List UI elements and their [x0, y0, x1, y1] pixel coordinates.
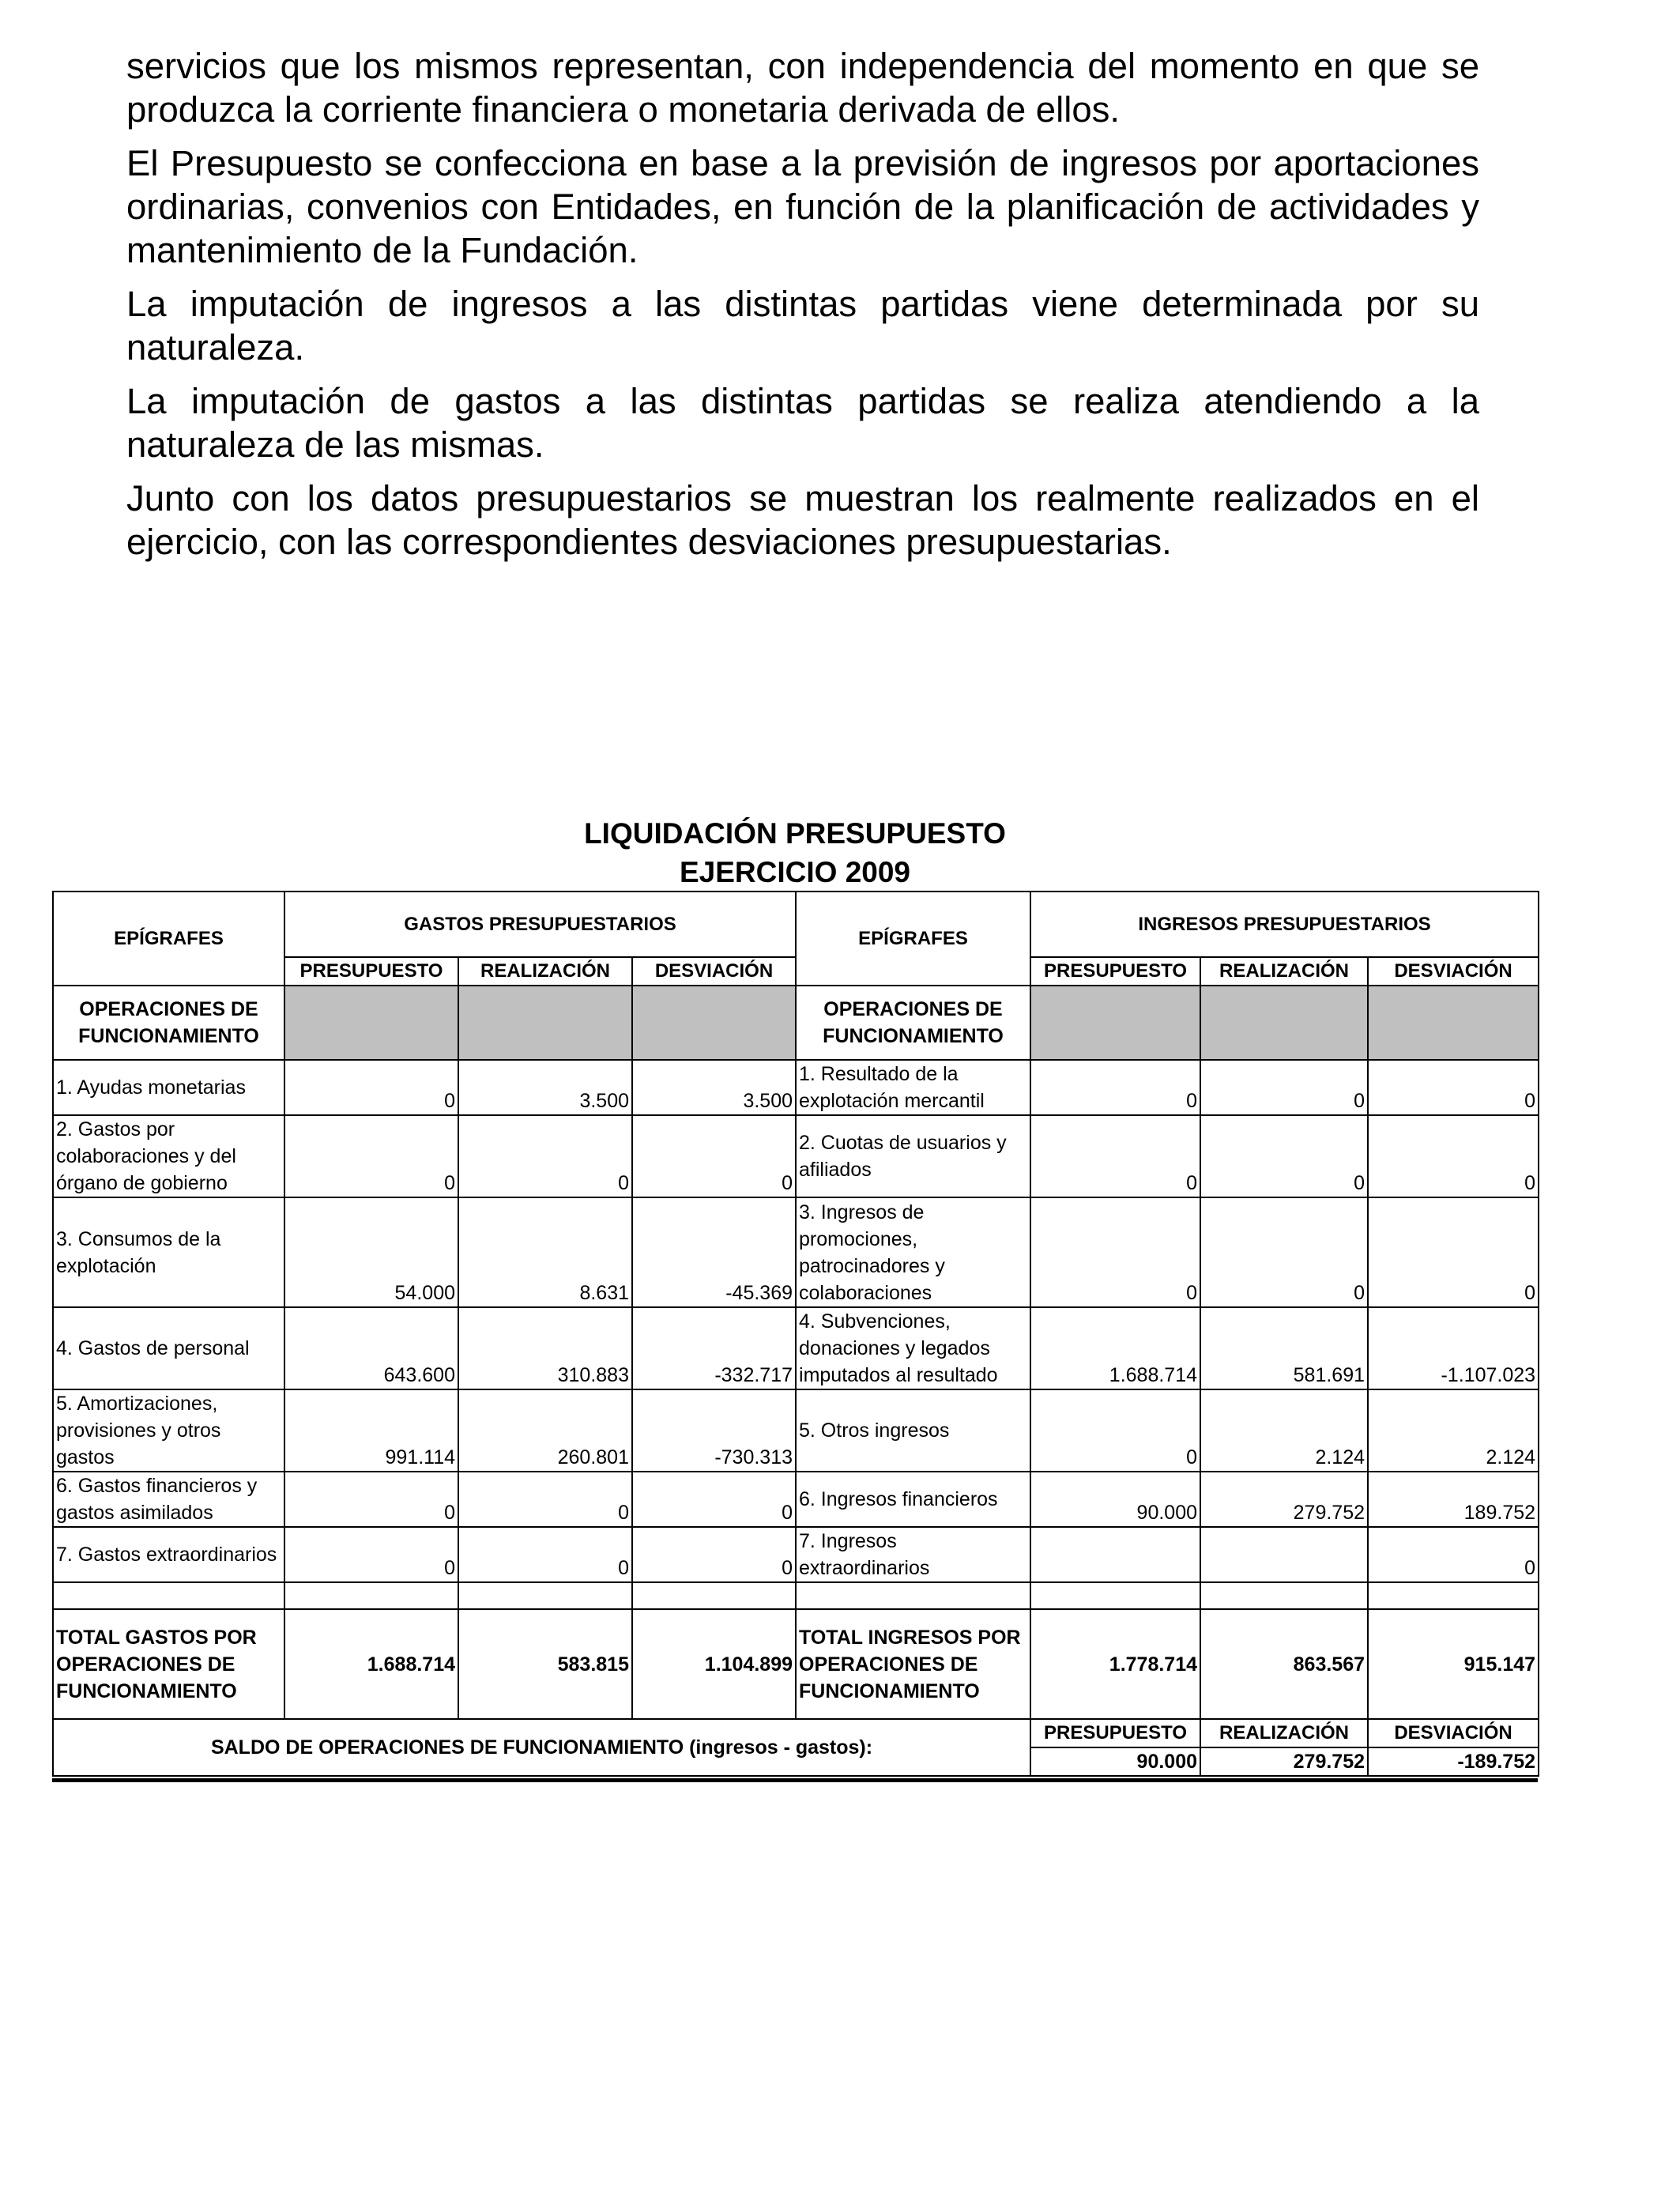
shaded-cell: [632, 986, 796, 1060]
col-desviacion: DESVIACIÓN: [632, 957, 796, 986]
empty-cell: [1030, 1582, 1200, 1609]
epigrafes-header: EPÍGRAFES: [53, 892, 284, 986]
gasto-label: 5. Amortizaciones, provisiones y otros gastos: [53, 1389, 284, 1472]
ingreso-desviacion: 0: [1368, 1197, 1539, 1307]
ingreso-desviacion: 0: [1368, 1115, 1539, 1197]
paragraph: La imputación de ingresos a las distintas partidas viene determinada por su naturaleza.: [126, 284, 1479, 368]
ingreso-label: 7. Ingresos extraordinarios: [796, 1527, 1030, 1582]
total-ingresos-realizacion: 863.567: [1200, 1609, 1368, 1719]
ingreso-label: 4. Subvenciones, donaciones y legados imputados al resultado: [796, 1307, 1030, 1389]
gasto-realizacion: 310.883: [458, 1307, 632, 1389]
gasto-presupuesto: 54.000: [284, 1197, 458, 1307]
table-row: [53, 1060, 1539, 1115]
empty-cell: [458, 1582, 632, 1609]
ingreso-presupuesto: 90.000: [1030, 1472, 1200, 1527]
col-presupuesto: PRESUPUESTO: [284, 957, 458, 986]
saldo-col-realizacion: REALIZACIÓN: [1200, 1719, 1368, 1747]
ingreso-presupuesto: [1030, 1527, 1200, 1582]
gastos-header: GASTOS PRESUPUESTARIOS: [284, 892, 796, 957]
section-ingresos: OPERACIONES DE FUNCIONAMIENTO: [796, 986, 1030, 1060]
ingreso-desviacion: 0: [1368, 1527, 1539, 1582]
total-ingresos-desviacion: 915.147: [1368, 1609, 1539, 1719]
gasto-presupuesto: 0: [284, 1527, 458, 1582]
saldo-desviacion: -189.752: [1368, 1747, 1539, 1776]
ingresos-header: INGRESOS PRESUPUESTARIOS: [1030, 892, 1539, 957]
empty-cell: [1368, 1582, 1539, 1609]
ingreso-desviacion: 0: [1368, 1060, 1539, 1115]
ingreso-realizacion: 2.124: [1200, 1389, 1368, 1472]
table-bottom-rule: [52, 1778, 1538, 1782]
col-desviacion: DESVIACIÓN: [1368, 957, 1539, 986]
ingreso-realizacion: 0: [1200, 1115, 1368, 1197]
gasto-presupuesto: 643.600: [284, 1307, 458, 1389]
gasto-realizacion: 0: [458, 1527, 632, 1582]
gasto-realizacion: 0: [458, 1472, 632, 1527]
table-row: [53, 1527, 1539, 1582]
ingreso-desviacion: -1.107.023: [1368, 1307, 1539, 1389]
saldo-label: SALDO DE OPERACIONES DE FUNCIONAMIENTO (ingresos - gastos):: [53, 1719, 1030, 1776]
ingreso-desviacion: 2.124: [1368, 1389, 1539, 1472]
shaded-cell: [284, 986, 458, 1060]
table-row: [53, 1197, 1539, 1307]
ingreso-realizacion: 0: [1200, 1060, 1368, 1115]
ingreso-presupuesto: 0: [1030, 1115, 1200, 1197]
total-gastos-presupuesto: 1.688.714: [284, 1609, 458, 1719]
gasto-desviacion: 0: [632, 1115, 796, 1197]
ingreso-realizacion: [1200, 1527, 1368, 1582]
shaded-cell: [1200, 986, 1368, 1060]
table-row: [53, 1307, 1539, 1389]
gasto-desviacion: 3.500: [632, 1060, 796, 1115]
gasto-realizacion: 3.500: [458, 1060, 632, 1115]
saldo-realizacion: 279.752: [1200, 1747, 1368, 1776]
total-gastos-realizacion: 583.815: [458, 1609, 632, 1719]
gasto-label: 6. Gastos financieros y gastos asimilados: [53, 1472, 284, 1527]
gasto-label: 4. Gastos de personal: [53, 1307, 284, 1389]
paragraph: Junto con los datos presupuestarios se muestran los realmente realizados en el ejercicio, con las correspondientes desviaciones presupuestarias.: [126, 478, 1479, 562]
gasto-presupuesto: 0: [284, 1472, 458, 1527]
empty-cell: [632, 1582, 796, 1609]
empty-cell: [796, 1582, 1030, 1609]
saldo-col-desviacion: DESVIACIÓN: [1368, 1719, 1539, 1747]
gasto-label: 1. Ayudas monetarias: [53, 1060, 284, 1115]
gasto-label: 3. Consumos de la explotación: [53, 1197, 284, 1307]
empty-cell: [284, 1582, 458, 1609]
ingreso-label: 3. Ingresos de promociones, patrocinadores y colaboraciones: [796, 1197, 1030, 1307]
gasto-desviacion: 0: [632, 1472, 796, 1527]
table-title: LIQUIDACIÓN PRESUPUESTO: [584, 817, 1006, 850]
total-gastos-label: TOTAL GASTOS POR OPERACIONES DE FUNCIONAMIENTO: [53, 1609, 284, 1719]
ingreso-label: 2. Cuotas de usuarios y afiliados: [796, 1115, 1030, 1197]
ingreso-presupuesto: 1.688.714: [1030, 1307, 1200, 1389]
ingreso-presupuesto: 0: [1030, 1389, 1200, 1472]
col-realizacion: REALIZACIÓN: [458, 957, 632, 986]
ingreso-realizacion: 0: [1200, 1197, 1368, 1307]
paragraph: El Presupuesto se confecciona en base a la previsión de ingresos por aportaciones ordinarias, convenios con Entidades, en función de la planificación de actividades y mantenimiento de la Fundación.: [126, 143, 1479, 270]
gasto-desviacion: 0: [632, 1527, 796, 1582]
body-text: [126, 44, 1479, 574]
gasto-desviacion: -730.313: [632, 1389, 796, 1472]
ingreso-label: 6. Ingresos financieros: [796, 1472, 1030, 1527]
col-realizacion: REALIZACIÓN: [1200, 957, 1368, 986]
table-row: [53, 1472, 1539, 1527]
table-subtitle: EJERCICIO 2009: [679, 856, 911, 888]
gasto-desviacion: -332.717: [632, 1307, 796, 1389]
gasto-realizacion: 8.631: [458, 1197, 632, 1307]
empty-cell: [1200, 1582, 1368, 1609]
ingreso-label: 5. Otros ingresos: [796, 1389, 1030, 1472]
gasto-presupuesto: 0: [284, 1115, 458, 1197]
section-gastos: OPERACIONES DE FUNCIONAMIENTO: [53, 986, 284, 1060]
gasto-label: 2. Gastos por colaboraciones y del órgano de gobierno: [53, 1115, 284, 1197]
shaded-cell: [458, 986, 632, 1060]
ingreso-presupuesto: 0: [1030, 1060, 1200, 1115]
paragraph: La imputación de gastos a las distintas partidas se realiza atendiendo a la naturaleza de las mismas.: [126, 381, 1479, 465]
shaded-cell: [1030, 986, 1200, 1060]
total-gastos-desviacion: 1.104.899: [632, 1609, 796, 1719]
ingreso-desviacion: 189.752: [1368, 1472, 1539, 1527]
empty-cell: [53, 1582, 284, 1609]
budget-table: [52, 891, 1539, 1777]
ingreso-realizacion: 581.691: [1200, 1307, 1368, 1389]
gasto-presupuesto: 0: [284, 1060, 458, 1115]
table-row: [53, 1115, 1539, 1197]
gasto-realizacion: 0: [458, 1115, 632, 1197]
saldo-presupuesto: 90.000: [1030, 1747, 1200, 1776]
shaded-cell: [1368, 986, 1539, 1060]
table-row: [53, 1389, 1539, 1472]
gasto-label: 7. Gastos extraordinarios: [53, 1527, 284, 1582]
ingreso-realizacion: 279.752: [1200, 1472, 1368, 1527]
total-ingresos-label: TOTAL INGRESOS POR OPERACIONES DE FUNCIONAMIENTO: [796, 1609, 1030, 1719]
paragraph: servicios que los mismos representan, con independencia del momento en que se produzca la corriente financiera o monetaria derivada de ellos.: [126, 46, 1479, 130]
gasto-desviacion: -45.369: [632, 1197, 796, 1307]
saldo-col-presupuesto: PRESUPUESTO: [1030, 1719, 1200, 1747]
gasto-realizacion: 260.801: [458, 1389, 632, 1472]
total-ingresos-presupuesto: 1.778.714: [1030, 1609, 1200, 1719]
epigrafes-header: EPÍGRAFES: [796, 892, 1030, 986]
ingreso-label: 1. Resultado de la explotación mercantil: [796, 1060, 1030, 1115]
col-presupuesto: PRESUPUESTO: [1030, 957, 1200, 986]
gasto-presupuesto: 991.114: [284, 1389, 458, 1472]
ingreso-presupuesto: 0: [1030, 1197, 1200, 1307]
